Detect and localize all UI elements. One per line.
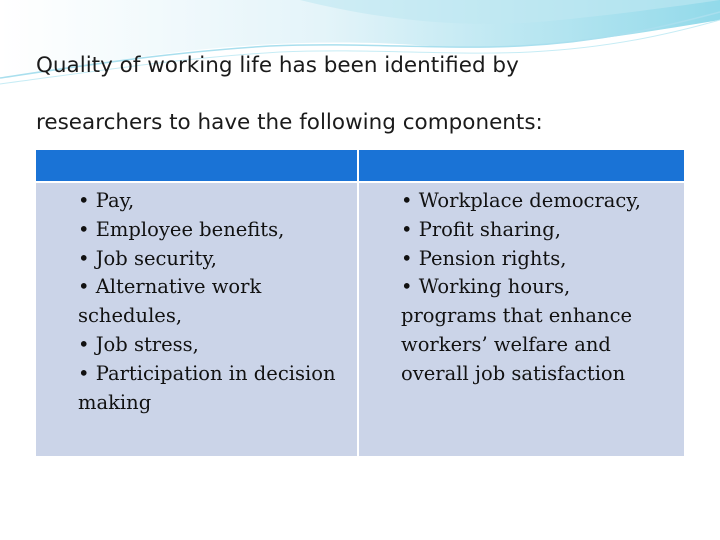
list-item: • Employee benefits,: [78, 217, 285, 241]
list-item: • Pension rights,: [401, 246, 567, 270]
list-item: • Job stress,: [78, 332, 199, 356]
list-item: workers’ welfare and: [401, 332, 611, 356]
table-header-cell-left: [36, 150, 359, 181]
list-item: • Job security,: [78, 246, 217, 270]
list-item: schedules,: [78, 304, 183, 328]
list-item: programs that enhance: [401, 304, 633, 328]
list-item: • Pay,: [78, 189, 135, 212]
slide-title: [36, 50, 696, 139]
table-cell-right: [359, 181, 684, 456]
components-table: [36, 150, 684, 456]
list-item: overall job satisfaction: [401, 361, 626, 385]
list-item: • Workplace democracy,: [401, 189, 641, 212]
list-item: • Profit sharing,: [401, 217, 561, 241]
title-line-1: Quality of working life has been identified by: [36, 53, 519, 78]
list-item: making: [78, 390, 152, 414]
list-item: • Participation in decision: [78, 361, 336, 385]
list-item: • Working hours,: [401, 275, 571, 299]
list-item: • Alternative work: [78, 275, 262, 299]
title-line-2: researchers to have the following components:: [36, 110, 543, 135]
table-cell-left: [36, 181, 359, 456]
table-header-cell-right: [359, 150, 684, 181]
